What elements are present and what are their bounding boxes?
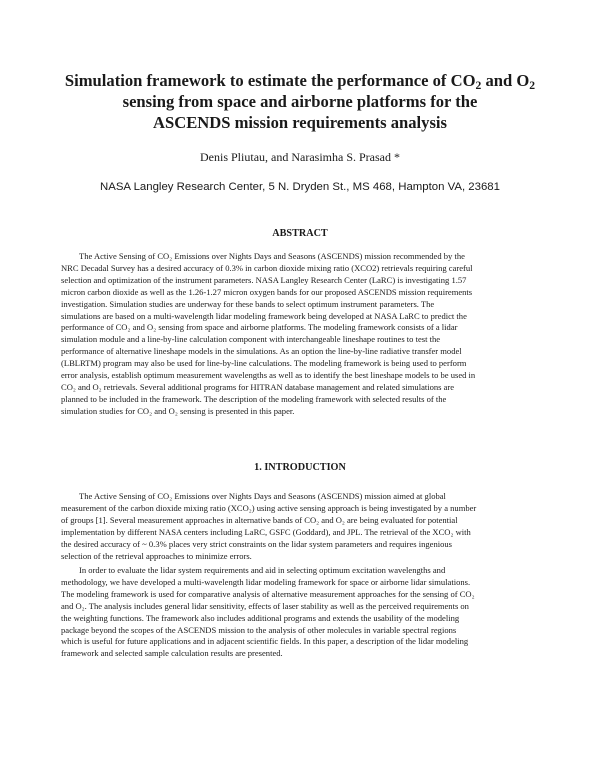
abstract-line: performance of CO₂ and O₂ sensing from space and airborne platforms. The modeling framework consists of a lidar	[61, 322, 458, 333]
intro-line: measurement of the carbon dioxide mixing ratio (XCO₂) using active sensing approach is being investigated by a number	[61, 502, 477, 513]
introduction-paragraph-2	[61, 565, 540, 660]
intro-line: In order to evaluate the lidar system requirements and aid in selecting optimum excitation wavelengths and	[79, 565, 446, 575]
abstract-line: NRC Decadal Survey has a desired accuracy of 0.3% in carbon dioxide mixing ratio (XCO2) retrievals requiring careful	[61, 262, 473, 273]
abstract-line: (LBLRTM) program may also be used for line-by-line calculations. The modeling framework is being used to perform	[61, 358, 467, 369]
abstract-line: simulation studies for CO₂ and O₂ sensing is presented in this paper.	[61, 405, 295, 416]
paper-title	[40, 70, 560, 133]
title-line-2: sensing from space and airborne platforms for the	[122, 92, 478, 111]
title-line-1: Simulation framework to estimate the performance of $CO_2$ and $O_2$	[64, 71, 536, 92]
author-affiliation: NASA Langley Research Center, 5 N. Dryden St., MS 468, Hampton VA, 23681	[100, 181, 500, 193]
abstract-line: investigation. Simulation studies are underway for these bands to select optimum instrument parameters. The	[61, 298, 435, 309]
intro-line: framework and selected sample calculation results are presented.	[61, 648, 283, 659]
abstract-line: CO₂ and O₂ retrievals. Several additional programs for HITRAN database management and related simulations are	[61, 381, 455, 392]
abstract-body	[61, 251, 540, 418]
abstract-line: The Active Sensing of CO₂ Emissions over Nights Days and Seasons (ASCENDS) mission recommended by the	[79, 251, 465, 261]
title-line-3: ASCENDS mission requirements analysis	[153, 113, 447, 132]
intro-line: selection of the retrieval approaches to minimize errors.	[61, 550, 252, 561]
abstract-line: planned to be included in the framework. The description of the modeling framework with selected results of the	[61, 393, 447, 404]
introduction-paragraph-1	[61, 491, 540, 562]
abstract-line: error analysis, establish optimum measurement wavelengths as well as to identify the best lineshape models to be used in	[61, 370, 476, 381]
abstract-line: simulations are based on a multi-wavelength lidar modeling framework being developed at NASA LaRC to predict the	[61, 310, 467, 321]
intro-line: The Active Sensing of CO₂ Emissions over Nights Days and Seasons (ASCENDS) mission aimed at global	[79, 491, 446, 501]
intro-line: of groups [1]. Several measurement approaches in alternative bands of CO₂ and O₂ are being evaluated for potential	[61, 514, 458, 525]
intro-line: which is useful for future applications and in adjacent scientific fields. In this paper, a description of the lidar modeling	[61, 636, 469, 647]
intro-line: The modeling framework is used for comparative analysis of alternative measurement approaches for the sensing of CO₂	[61, 588, 475, 599]
introduction-heading: 1. INTRODUCTION	[254, 462, 346, 473]
intro-line: the desired accuracy of ~ 0.3% places very strict constraints on the lidar system parameters and requires ingenious	[61, 538, 452, 549]
intro-line: the weighting functions. The framework also includes additional programs and extends the usability of the modeling	[61, 612, 460, 623]
abstract-line: micron carbon dioxide as well as the 1.26-1.27 micron oxygen bands for our proposed ASCENDS mission requirements	[61, 286, 473, 297]
abstract-line: performance of alternative lineshape models in the simulations. As an option the line-by-line radiative transfer model	[61, 346, 462, 357]
intro-line: package beyond the scopes of the ASCENDS mission to the analysis of other molecules in variable spectral regions	[61, 624, 457, 635]
abstract-line: selection and optimization of the instrument parameters. NASA Langley Research Center (LaRC) is investigating 1.57	[61, 274, 467, 285]
intro-line: and O₂. The analysis includes general lidar sensitivity, effects of laser stability as well as the perceived requirements on	[61, 600, 469, 611]
abstract-line: simulation module and a line-by-line calculation component with interchangeable lineshape routines to test the	[61, 334, 441, 345]
intro-line: methodology, we have developed a multi-wavelength lidar modeling framework for space or airborne lidar simulations.	[61, 576, 471, 587]
intro-line: implementation by different NASA centers including LaRC, GSFC (Goddard), and JPL. The retrieval of the XCO₂ with	[61, 526, 471, 537]
author-list: Denis Pliutau, and Narasimha S. Prasad *	[200, 150, 400, 164]
abstract-heading: ABSTRACT	[272, 228, 328, 239]
